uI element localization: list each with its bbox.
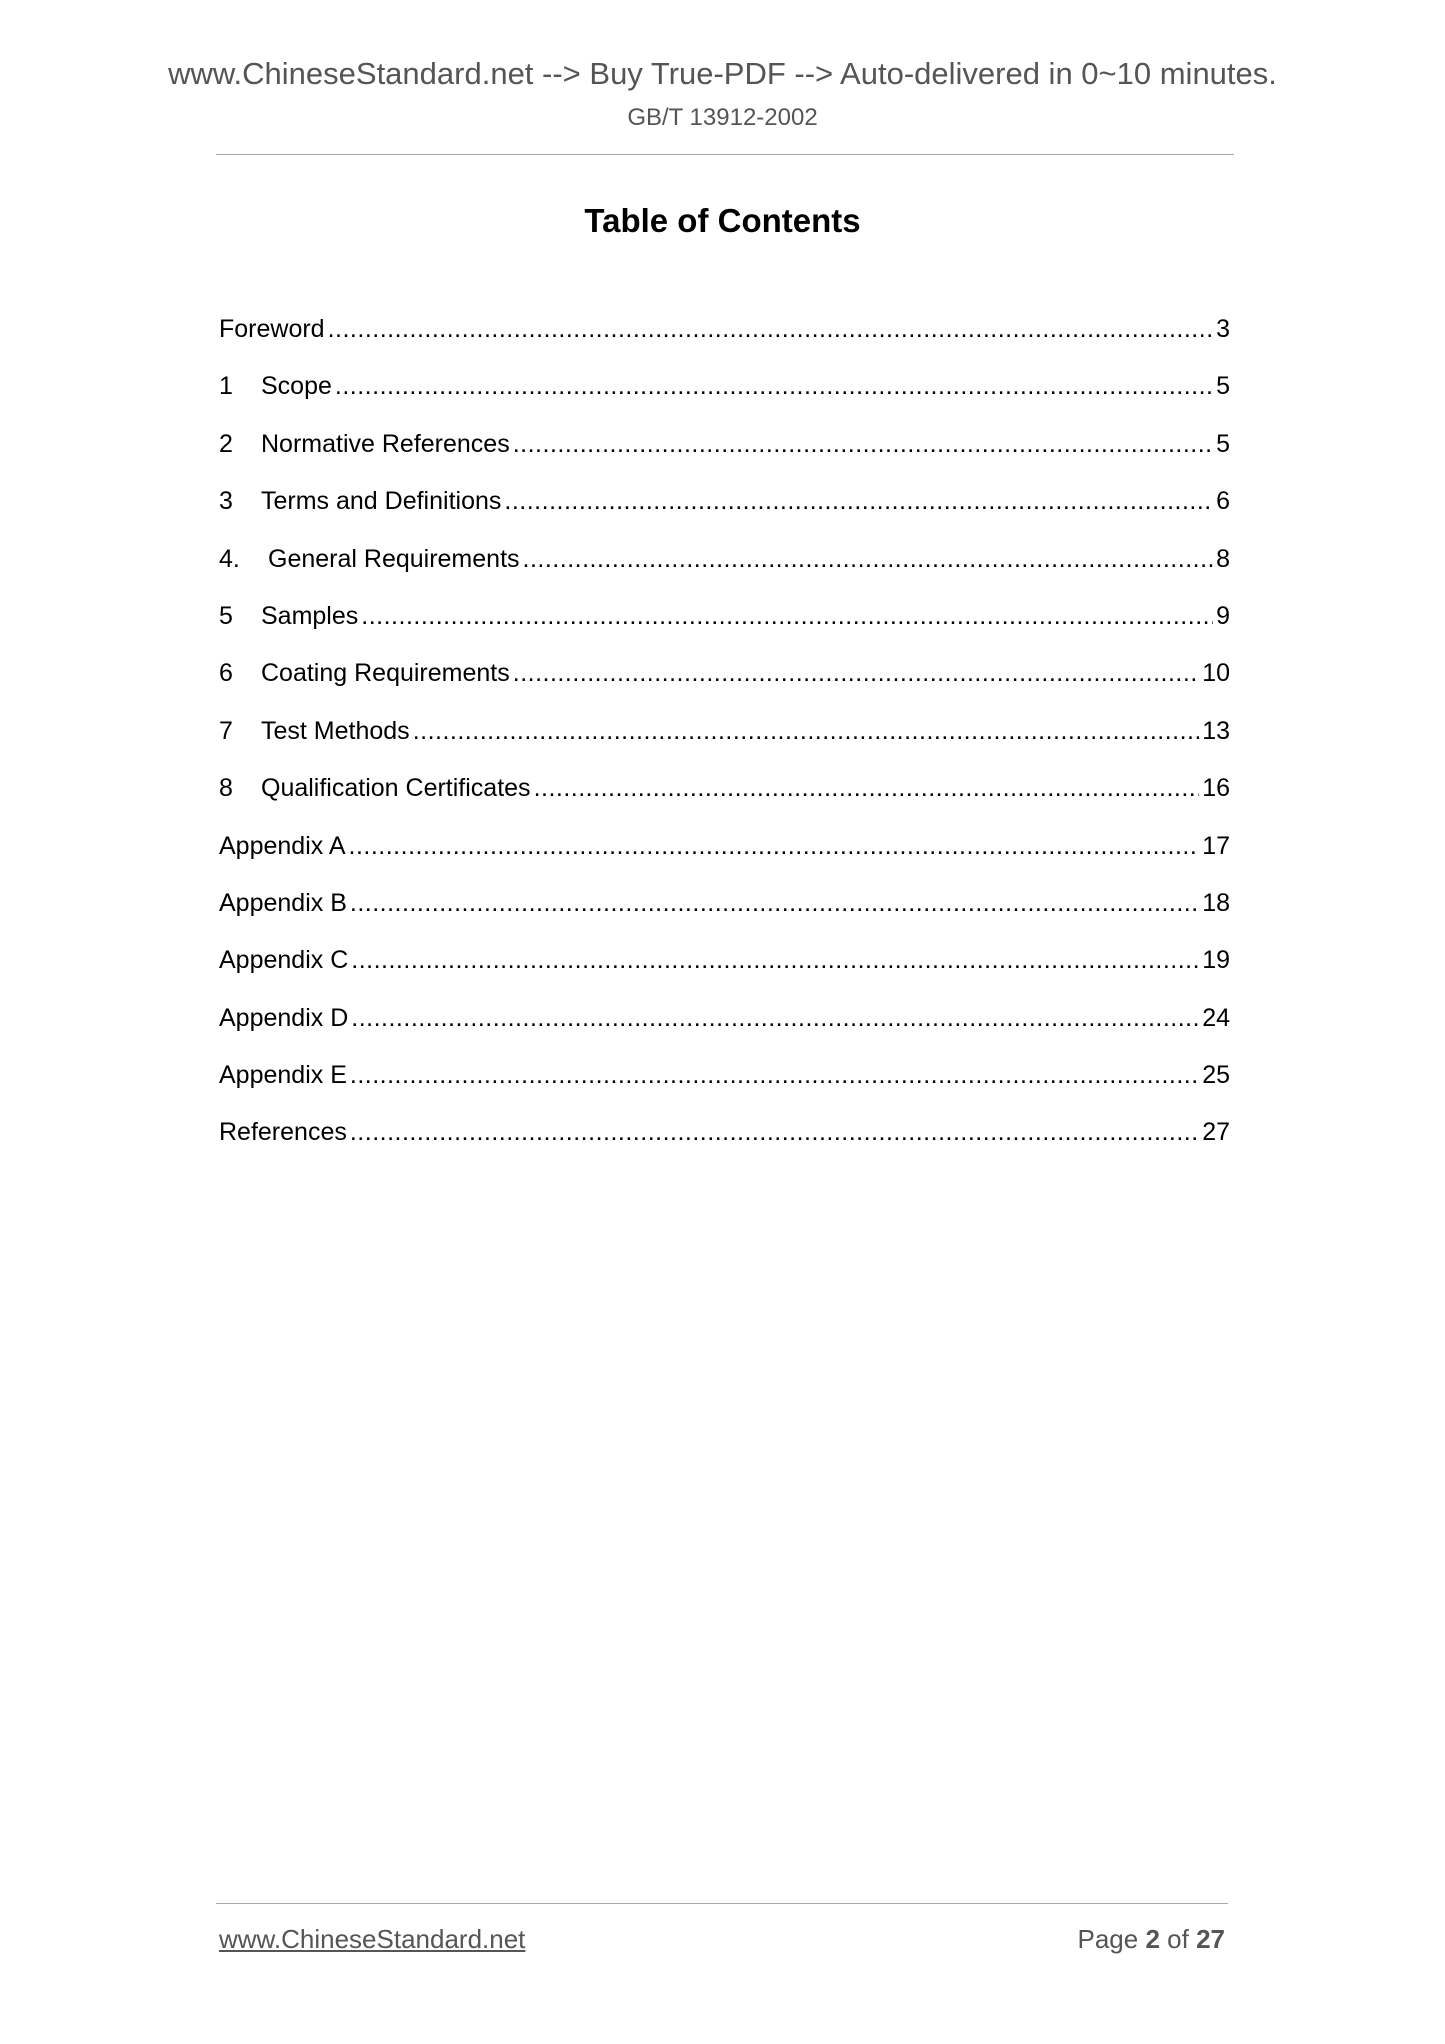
footer-site-link[interactable]: www.ChineseStandard.net xyxy=(219,1924,526,1954)
toc-entry-page: 6 xyxy=(1216,487,1230,516)
dot-leader xyxy=(534,768,1200,808)
toc-entry-number: 4. xyxy=(219,544,240,573)
dot-leader xyxy=(335,366,1213,406)
toc-entry-page: 9 xyxy=(1216,601,1230,630)
toc-entry-page: 16 xyxy=(1202,774,1230,803)
toc-entry-page: 5 xyxy=(1216,429,1230,458)
dot-leader xyxy=(413,711,1200,751)
toc-entry-label: Qualification Certificates xyxy=(261,774,531,803)
toc-entry-test-methods[interactable] xyxy=(219,711,1230,768)
page-of: of xyxy=(1167,1924,1189,1954)
header-divider xyxy=(216,154,1234,155)
toc-entry-page: 24 xyxy=(1202,1003,1230,1032)
toc-entry-general-requirements[interactable] xyxy=(219,539,1230,596)
toc-entry-appendix-a[interactable] xyxy=(219,826,1230,883)
toc-entry-page: 27 xyxy=(1202,1118,1230,1147)
toc-entry-appendix-d[interactable] xyxy=(219,998,1230,1055)
dot-leader xyxy=(351,998,1199,1038)
toc-entry-page: 13 xyxy=(1202,716,1230,745)
dot-leader xyxy=(523,539,1214,579)
toc-list xyxy=(219,309,1230,1170)
page-current: 2 xyxy=(1145,1924,1160,1954)
footer-divider xyxy=(216,1903,1228,1904)
toc-entry-label: Appendix B xyxy=(219,888,347,917)
toc-entry-label: Samples xyxy=(261,601,359,630)
toc-entry-page: 8 xyxy=(1216,544,1230,573)
dot-leader xyxy=(504,481,1213,521)
dot-leader xyxy=(350,883,1199,923)
dot-leader xyxy=(350,1112,1199,1152)
toc-entry-label: References xyxy=(219,1118,347,1147)
toc-entry-label: General Requirements xyxy=(268,544,520,573)
toc-entry-foreword[interactable] xyxy=(219,309,1230,366)
dot-leader xyxy=(513,424,1213,464)
toc-entry-label: Scope xyxy=(261,372,332,401)
toc-entry-label: Coating Requirements xyxy=(261,659,510,688)
toc-entry-number: 3 xyxy=(219,487,233,516)
dot-leader xyxy=(351,940,1199,980)
page-counter xyxy=(1077,1924,1225,1955)
toc-entry-label: Foreword xyxy=(219,315,325,343)
toc-entry-page: 18 xyxy=(1202,888,1230,917)
toc-entry-references[interactable] xyxy=(219,1112,1230,1169)
toc-entry-appendix-c[interactable] xyxy=(219,940,1230,997)
toc-entry-page: 19 xyxy=(1202,946,1230,975)
toc-entry-page: 25 xyxy=(1202,1061,1230,1090)
dot-leader xyxy=(328,309,1214,349)
toc-entry-label: Terms and Definitions xyxy=(261,487,502,516)
standard-code: GB/T 13912-2002 xyxy=(627,104,818,131)
toc-entry-number: 6 xyxy=(219,659,233,688)
toc-entry-terms-and-definitions[interactable] xyxy=(219,481,1230,538)
toc-entry-normative-references[interactable] xyxy=(219,424,1230,481)
toc-entry-number: 2 xyxy=(219,429,233,458)
dot-leader xyxy=(361,596,1213,636)
toc-entry-page: 5 xyxy=(1216,372,1230,401)
toc-entry-label: Appendix C xyxy=(219,946,349,975)
toc-entry-appendix-e[interactable] xyxy=(219,1055,1230,1112)
toc-entry-page: 17 xyxy=(1202,831,1230,860)
toc-entry-qualification-certificates[interactable] xyxy=(219,768,1230,825)
page-prefix: Page xyxy=(1077,1924,1139,1954)
toc-entry-label: Appendix D xyxy=(219,1003,349,1032)
page-total: 27 xyxy=(1196,1924,1225,1954)
dot-leader xyxy=(349,826,1200,866)
toc-entry-appendix-b[interactable] xyxy=(219,883,1230,940)
toc-entry-scope[interactable] xyxy=(219,366,1230,423)
dot-leader xyxy=(513,653,1199,693)
page-title: Table of Contents xyxy=(584,202,861,239)
toc-entry-page: 3 xyxy=(1216,315,1230,343)
toc-entry-label: Appendix A xyxy=(219,831,346,860)
toc-entry-number: 8 xyxy=(219,774,233,803)
toc-entry-label: Test Methods xyxy=(261,716,410,745)
toc-entry-label: Appendix E xyxy=(219,1061,347,1090)
toc-entry-label: Normative References xyxy=(261,429,510,458)
toc-entry-coating-requirements[interactable] xyxy=(219,653,1230,710)
toc-entry-page: 10 xyxy=(1202,659,1230,688)
toc-entry-samples[interactable] xyxy=(219,596,1230,653)
dot-leader xyxy=(350,1055,1199,1095)
toc-entry-number: 5 xyxy=(219,601,233,630)
toc-entry-number: 1 xyxy=(219,372,233,401)
header-banner: www.ChineseStandard.net --> Buy True-PDF --> Auto-delivered in 0~10 minutes. xyxy=(168,56,1277,91)
toc-entry-number: 7 xyxy=(219,716,233,745)
